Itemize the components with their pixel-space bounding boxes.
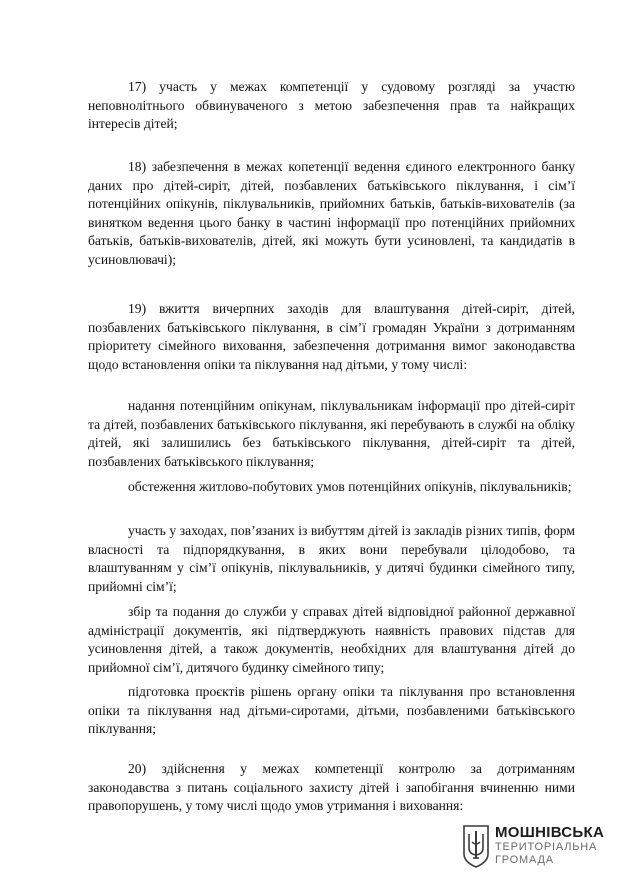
logo-line-2: ТЕРИТОРІАЛЬНА [495,841,598,853]
paragraph-19-item-1: надання потенційним опікунам, піклувальникам інформації про дітей-сиріт та дітей, позбавлених батьківського піклування, які перебувають в службі на обліку дітей, які залишились без батьківського піклування, дітей-сиріт та дітей, позбавлених батьківського піклування; [88,398,575,469]
paragraph-19: 19) вжиття вичерпних заходів для влаштування дітей-сиріт, дітей, позбавлених батьківського піклування, в сім’ї громадян України з дотриманням пріоритету сімейного виховання, забезпечення дотримання вимог законодавства щодо встановлення опіки та піклування над дітьми, у тому числі: [88,301,575,372]
logo-line-3: ГРОМАДА [495,854,554,866]
paragraph-20: 20) здійснення у межах компетенції контролю за дотриманням законодавства з питань соціального захисту дітей і запобігання вчиненню ними правопорушень, у тому числі щодо умов утримання і виховання: [88,761,575,813]
trident-emblem-icon [462,824,490,868]
paragraph-19-item-5: підготовка проєктів рішень органу опіки та піклування про встановлення опіки та піклування над дітьми-сиротами, дітьми, позбавленими батьківського піклування; [88,684,575,736]
paragraph-17: 17) участь у межах компетенції у судовому розгляді за участю неповнолітнього обвинуваченого з метою забезпечення прав та найкращих інтересів дітей; [88,79,575,131]
logo-name: МОШНІВСЬКА [495,824,605,841]
paragraph-18: 18) забезпечення в межах копетенції ведення єдиного електронного банку даних про дітей-сиріт, дітей, позбавлених батьківського піклування, і сім’ї потенційних опікунів, піклувальників, прийомних батьків, батьків-вихователів (за винятком ведення цього банку в частині інформації про потенційних прийомних батьків, батьків-вихователів, дітей, які можуть бути усиновлені, та кандидатів в усиновлювачі); [88,159,575,267]
community-logo [462,824,612,872]
paragraph-19-item-3: участь у заходах, пов’язаних із вибуттям дітей із закладів різних типів, форм власності та підпорядкування, в яких вони перебували цілодобово, та влаштуванням у сім’ї опікунів, піклувальників, у дитячі будинки сімейного типу, прийомні сім’ї; [88,523,575,594]
paragraph-19-item-4: збір та подання до служби у справах дітей відповідної районної державної адміністрації документів, які підтверджують наявність правових підстав для усиновлення дітей, а також документів, необхідних для влаштування дітей до прийомної сім’ї, дитячого будинку сімейного типу; [88,604,575,675]
paragraph-19-item-2: обстеження житлово-побутових умов потенційних опікунів, піклувальників; [128,479,572,494]
